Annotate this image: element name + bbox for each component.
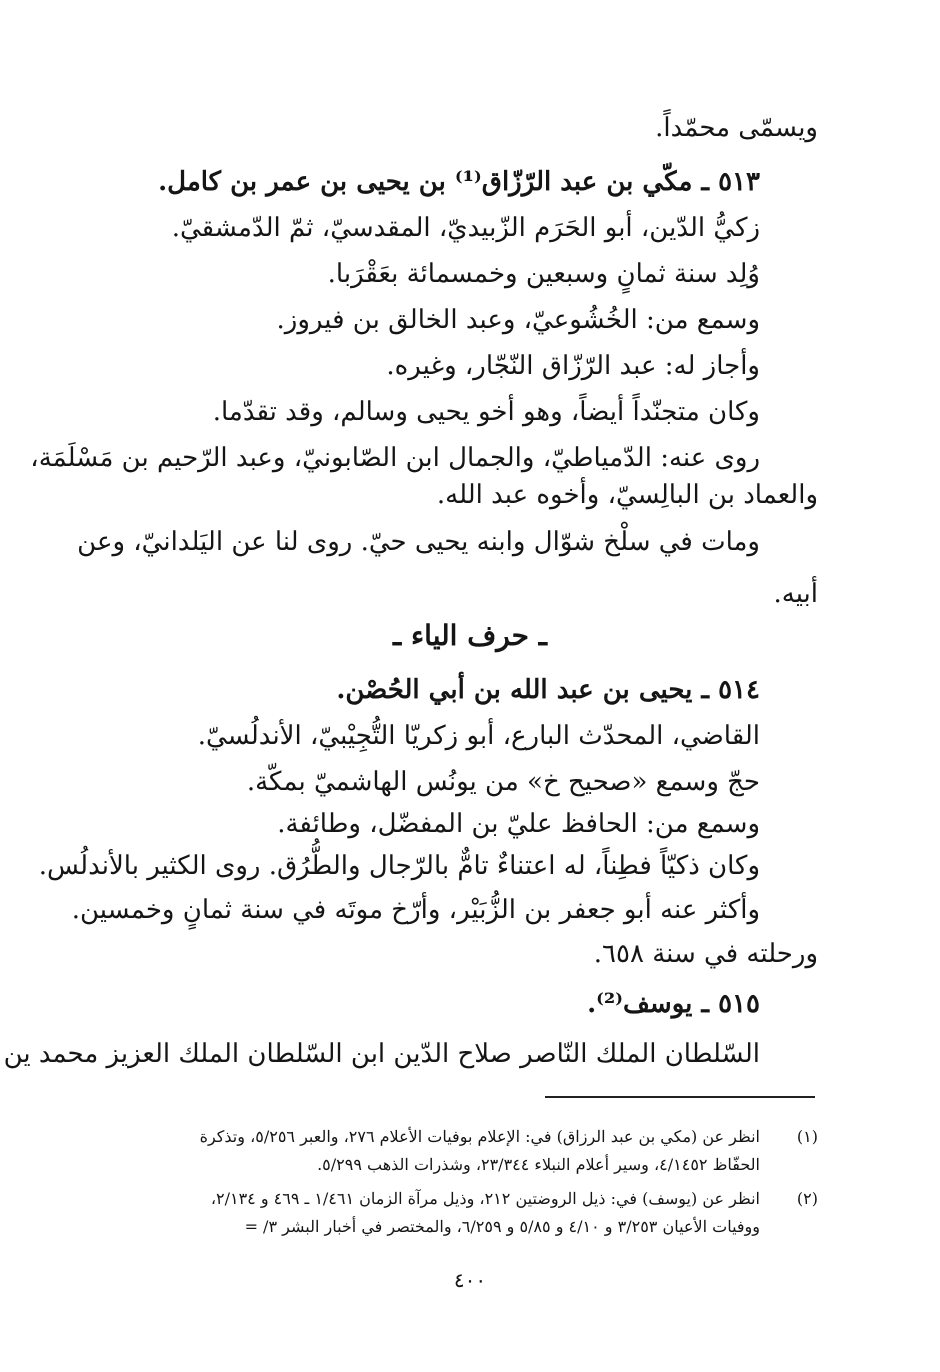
entry-heading-513: ٥١٣ ـ مكّي بن عبد الرّزّاق⁽¹⁾ بن يحيى بن عمر بن كامل. [158,167,760,197]
body-line: روى عنه: الدّمياطيّ، والجمال ابن الصّابونيّ، وعبد الرّحيم بن مَسْلَمَة، [30,443,760,473]
body-line: والعماد بن البالِسيّ، وأخوه عبد الله. [436,480,818,510]
footnote-line: انظر عن (يوسف) في: ذيل الروضتين ٢١٢، وذيل مرآة الزمان ١/٤٦١ ـ ٤٦٩ و ٢/١٣٤، [210,1189,760,1208]
body-line: ومات في سلْخ شوّال وابنه يحيى حيّ. روى لنا عن اليَلدانيّ، وعن [77,527,760,557]
footnote-line: ووفيات الأعيان ٣/٢٥٣ و ٤/١٠ و ٥/٨٥ و ٦/٢٥٩، والمختصر في أخبار البشر ٣/ = [244,1217,760,1236]
entry-heading-514: ٥١٤ ـ يحيى بن عبد الله بن أبي الحُصْن. [336,675,760,705]
body-line: حجّ وسمع «صحيح خ» من يونُس الهاشميّ بمكّة. [246,767,760,797]
footnote-number: (٢) [796,1189,818,1208]
body-line: ويسمّى محمّداً. [655,113,818,143]
footnote-line: انظر عن (مكي بن عبد الرزاق) في: الإعلام بوفيات الأعلام ٢٧٦، والعبر ٥/٢٥٦، وتذكرة [199,1127,760,1146]
body-line: وسمع من: الحافظ عليّ بن المفضّل، وطائفة. [277,809,760,839]
body-line: وكان ذكيّاً فطِناً، له اعتناءٌ تامٌّ بالرّجال والطُّرُق. روى الكثير بالأندلُس. [38,851,760,881]
body-line: السّلطان الملك النّاصر صلاح الدّين ابن السّلطان الملك العزيز محمد ين [3,1039,760,1069]
body-line: وسمع من: الخُشُوعيّ، وعبد الخالق بن فيروز. [276,305,760,335]
footnote-divider [545,1096,815,1098]
body-line: وأكثر عنه أبو جعفر بن الزُّبَيْر، وأرّخ موتَه في سنة ثمانٍ وخمسين. [71,895,760,925]
body-line: وكان متجنّداً أيضاً، وهو أخو يحيى وسالم، وقد تقدّما. [212,397,760,427]
page-number: ٤٠٠ [453,1268,487,1292]
body-line: أبيه. [773,579,818,609]
body-line: القاضي، المحدّث البارع، أبو زكريّا التُّجِيْبيّ، الأندلُسيّ. [197,721,760,751]
footnote-number: (١) [796,1127,818,1146]
section-heading: ـ حرف الياء ـ [393,619,547,652]
body-line: وأجاز له: عبد الرّزّاق النّجّار، وغيره. [386,351,760,381]
entry-heading-515: ٥١٥ ـ يوسف⁽²⁾. [587,989,760,1019]
body-line: ورحلته في سنة ٦٥٨. [593,939,818,969]
footnote-line: الحفّاظ ٤/١٤٥٢، وسير أعلام النبلاء ٢٣/٣٤٤، وشذرات الذهب ٥/٢٩٩. [317,1155,760,1174]
body-line: وُلِد سنة ثمانٍ وسبعين وخمسمائة بعَقْرَبا. [327,259,760,289]
body-line: زكيُّ الدّين، أبو الحَرَم الزّبيديّ، المقدسيّ، ثمّ الدّمشقيّ. [171,213,760,243]
